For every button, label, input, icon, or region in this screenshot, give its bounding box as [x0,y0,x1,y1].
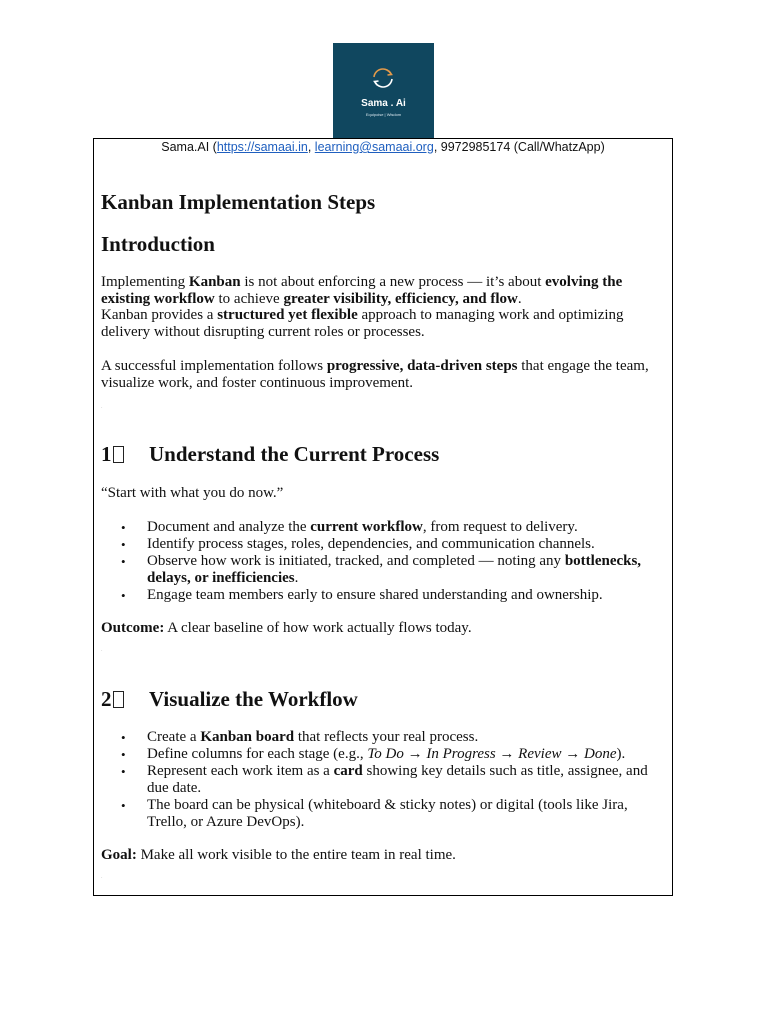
step1-quote: “Start with what you do now.” [101,485,284,501]
intro-paragraph-2: Kanban provides a structured yet flexible approach to managing work and optimizing delivery without disrupting current roles or processes. [101,307,624,340]
step2-goal: Goal: Make all work visible to the entire team in real time. [101,847,456,863]
step2-list [101,729,669,831]
phone-number: , 9972985174 (Call/WhatzApp) [433,140,605,154]
page-title: Kanban Implementation Steps [101,190,376,214]
sync-arrows-icon [370,65,396,91]
step1-heading: 1 Understand the Current Process [101,442,440,466]
website-link[interactable]: https://samaai.in [216,140,308,154]
contact-line [94,140,672,154]
intro-paragraph-3: A successful implementation follows progressive, data-driven steps that engage the team, visualize work, and foster continuous improvement. [101,358,649,391]
separator: , [307,140,315,154]
list-item: • Identify process stages, roles, dependencies, and communication channels. [101,536,669,553]
logo-name: Sama . Ai [361,98,406,109]
intro-heading: Introduction [101,232,215,256]
spacer-mark: . [101,404,103,410]
keycap-icon [113,691,124,708]
list-item: • Create a Kanban board that reflects your real process. [101,729,669,746]
document-frame [93,138,673,896]
keycap-icon [113,446,124,463]
logo-tagline: Equipoise | Wisdom [365,112,402,117]
step2-heading: 2 Visualize the Workflow [101,687,358,711]
list-item: • Engage team members early to ensure shared understanding and ownership. [101,587,669,604]
step1-list [101,519,669,604]
spacer-mark: . [101,647,103,653]
step1-outcome: Outcome: A clear baseline of how work actually flows today. [101,620,472,636]
list-item: • Represent each work item as a card showing key details such as title, assignee, and due date. [101,763,669,797]
list-item: • Document and analyze the current workflow, from request to delivery. [101,519,669,536]
step2-number: 2 [101,686,149,712]
list-item: • Define columns for each stage (e.g., To Do → In Progress → Review → Done). [101,746,669,763]
org-name: Sama.AI ( [161,140,217,154]
company-logo [333,43,434,138]
spacer-mark: . [101,874,103,880]
email-link[interactable]: learning@samaai.org [314,140,434,154]
step1-number: 1 [101,441,149,467]
list-item: • Observe how work is initiated, tracked, and completed — noting any bottlenecks, delays, or inefficiencies. [101,553,669,587]
list-item: • The board can be physical (whiteboard & sticky notes) or digital (tools like Jira, Trello, or Azure DevOps). [101,797,669,831]
intro-paragraph-1: Implementing Kanban is not about enforcing a new process — it’s about evolving the existing workflow to achieve greater visibility, efficiency, and flow. [101,274,623,307]
